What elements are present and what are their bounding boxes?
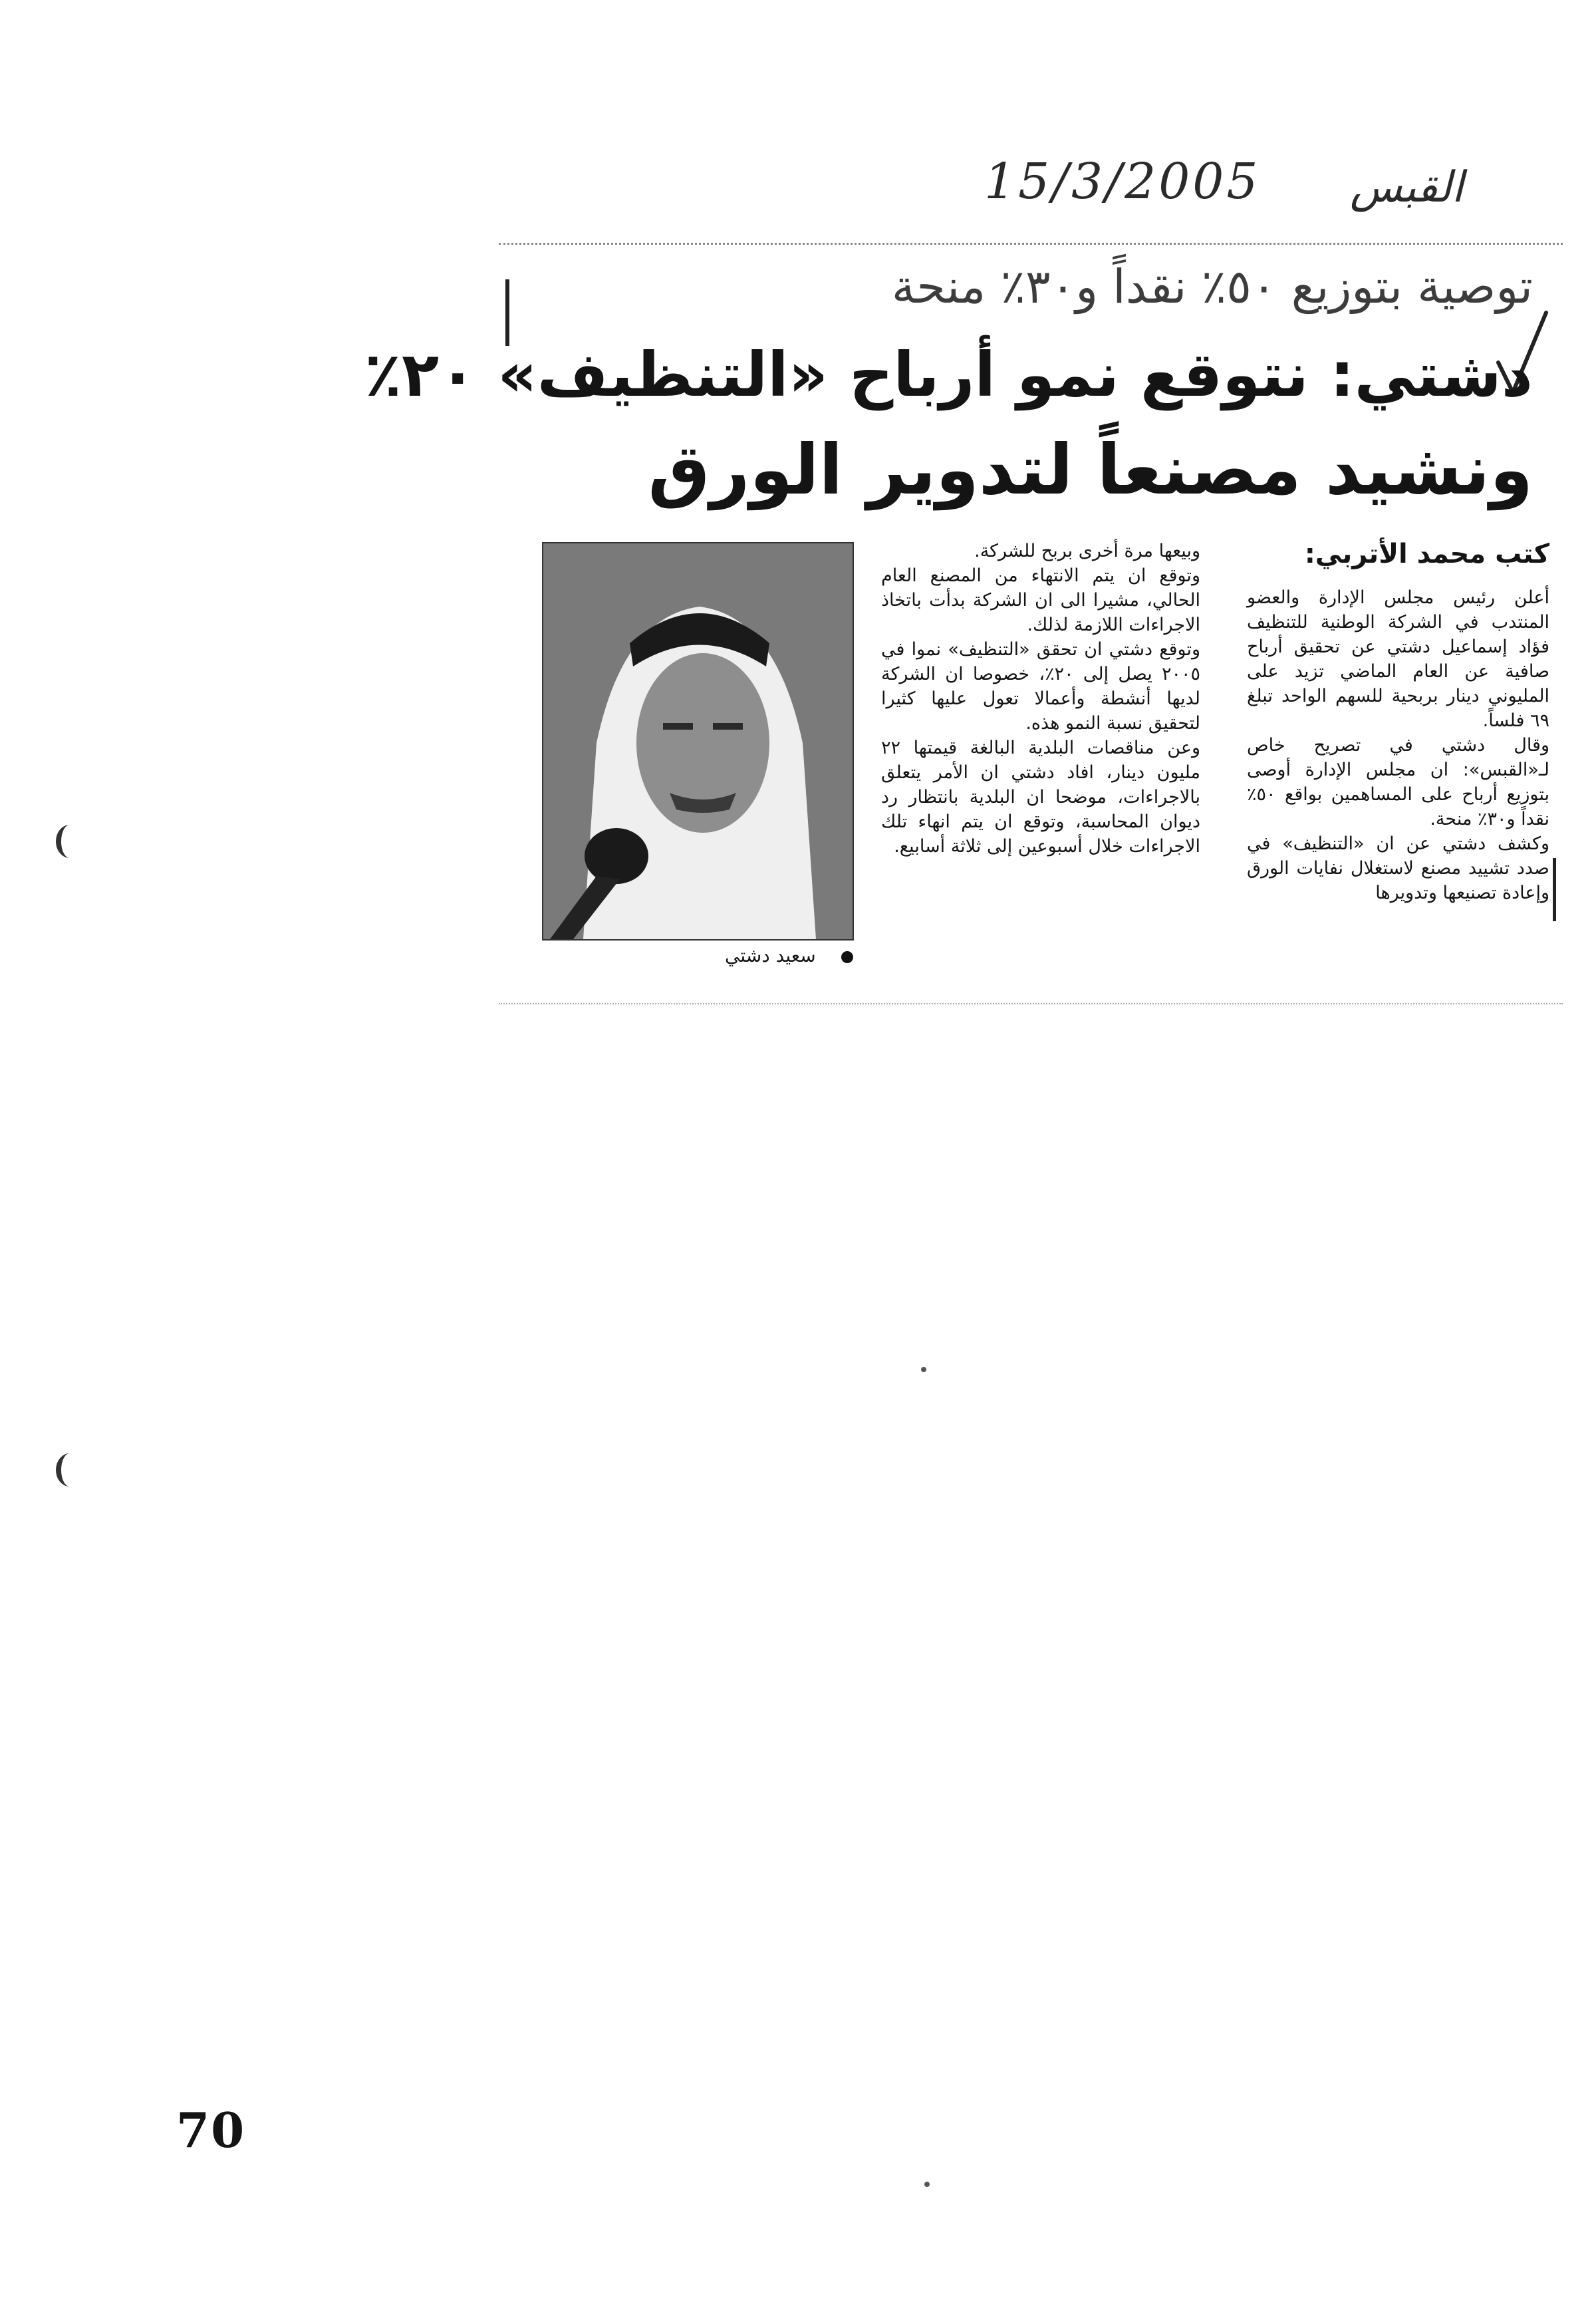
speck [924, 2182, 930, 2187]
clip-edge-mark [505, 279, 509, 346]
paragraph: وعن مناقصات البلدية البالغة قيمتها ٢٢ مليون دينار، افاد دشتي ان الأمر يتعلق بالاجراءات، موضحا ان البلدية بانتظار رد ديوان المحاسبة، وتوقع ان يتم انهاء تلك الاجراءات خلال أسبوعين إلى ثلاثة أسابيع. [881, 738, 1200, 857]
paragraph: وبيعها مرة أخرى بربح للشركة. [974, 541, 1200, 561]
speck [921, 1367, 926, 1372]
punch-hole [56, 825, 84, 858]
article-column-right [1247, 585, 1549, 905]
article-headline: دشتي: نتوقع نمو أرباح «التنظيف» ٢٠٪ [364, 339, 1533, 410]
portrait-photo [542, 542, 854, 941]
article-column-middle [881, 539, 1200, 859]
paragraph: وقال دشتي في تصريح خاص لـ«القبس»: ان مجلس الإدارة أوصى بتوزيع أرباح على المساهمين بواقع ٥٠٪ نقداً و٣٠٪ منحة. [1247, 735, 1549, 829]
handwritten-date: 15/3/2005 [984, 153, 1261, 210]
paragraph: وتوقع ان يتم الانتهاء من المصنع العام الحالي، مشيرا الى ان الشركة بدأت باتخاذ الاجراءات اللازمة لذلك. [881, 565, 1200, 635]
article-headline-second-line: ونشيد مصنعاً لتدوير الورق [648, 429, 1533, 510]
article-byline: كتب محمد الأتربي: [1304, 539, 1549, 569]
page-number: 70 [176, 2102, 246, 2158]
paragraph: وكشف دشتي عن ان «التنظيف» في صدد تشييد مصنع لاستغلال نفايات الورق وإعادة تصنيعها وتدويرها [1247, 833, 1549, 903]
paragraph: أعلن رئيس مجلس الإدارة والعضو المنتدب في الشركة الوطنية للتنظيف فؤاد إسماعيل دشتي عن تحقيق أرباح صافية عن العام الماضي تزيد على المليوني دينار بربحية للسهم الواحد تبلغ ٦٩ فلساً. [1247, 587, 1549, 731]
portrait-illustration [543, 543, 853, 939]
handwritten-source: القبس [1350, 163, 1464, 212]
photo-caption: سعيد دشتي [725, 944, 816, 966]
caption-bullet [841, 951, 853, 963]
article-kicker: توصية بتوزيع ٥٠٪ نقداً و٣٠٪ منحة [891, 259, 1533, 314]
clip-edge-mark [1553, 858, 1556, 921]
punch-hole [56, 1453, 84, 1487]
paragraph: وتوقع دشتي ان تحقق «التنظيف» نموا في ٢٠٠٥ يصل إلى ٢٠٪، خصوصا ان الشركة لديها أنشطة وأعمالا تعول عليها كثيرا لتحقيق نسبة النمو هذه. [881, 639, 1200, 734]
